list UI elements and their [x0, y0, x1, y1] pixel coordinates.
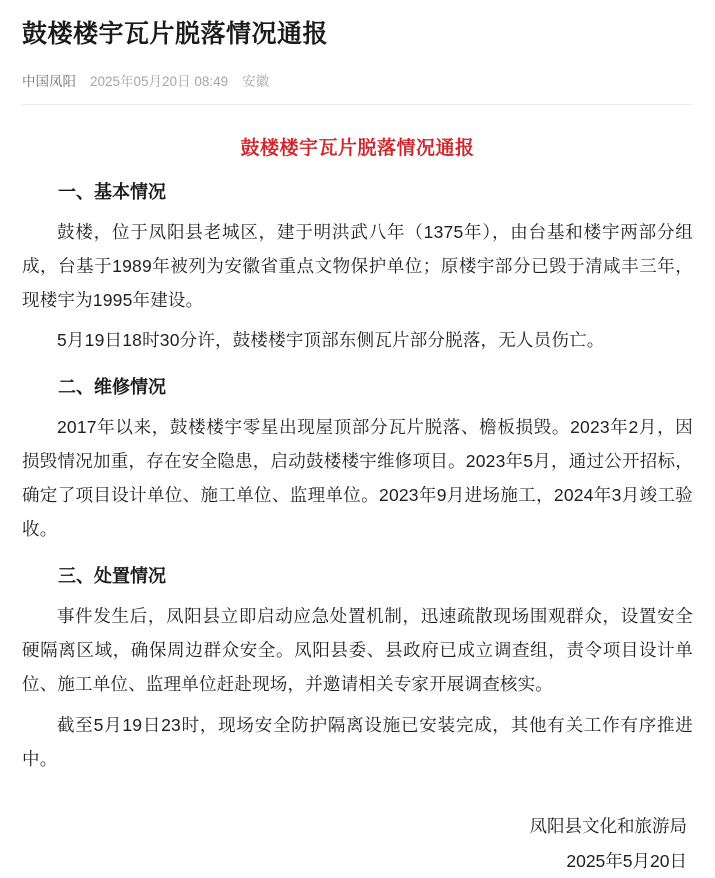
- section-paragraph: 2017年以来，鼓楼楼宇零星出现屋顶部分瓦片脱落、檐板损毁。2023年2月，因损毁情况加重，存在安全隐患，启动鼓楼楼宇维修项目。2023年5月，通过公开招标，确定了项目设计单位、施工单位、监理单位。2023年9月进场施工，2024年3月竣工验收。: [22, 416, 693, 540]
- section-paragraph: 截至5月19日23时，现场安全防护隔离设施已安装完成，其他有关工作有序推进中。: [22, 714, 693, 769]
- signature-org: 凤阳县文化和旅游局: [529, 815, 687, 836]
- section-basic: [22, 178, 693, 357]
- section-repair: [22, 373, 693, 546]
- section-paragraph: 事件发生后，凤阳县立即启动应急处置机制，迅速疏散现场围观群众，设置安全硬隔离区域，确保周边群众安全。凤阳县委、县政府已成立调查组，责令项目设计单位、施工单位、监理单位赶赴现场，并邀请相关专家开展调查核实。: [22, 606, 693, 695]
- section-heading: 二、维修情况: [58, 377, 166, 398]
- signature-block: [22, 810, 693, 878]
- section-heading: 三、处置情况: [58, 566, 166, 587]
- meta-source: 中国凤阳: [22, 73, 76, 89]
- page-title: 鼓楼楼宇瓦片脱落情况通报: [22, 20, 329, 48]
- section-paragraph: 5月19日18时30分许，鼓楼楼宇顶部东侧瓦片部分脱落，无人员伤亡。: [57, 329, 605, 350]
- meta-region: 安徽: [242, 73, 270, 89]
- signature-date: 2025年5月20日: [566, 851, 687, 872]
- document-title: 鼓楼楼宇瓦片脱落情况通报: [240, 137, 475, 159]
- meta-date: 2025年05月20日 08:49: [90, 73, 229, 89]
- article-body: [0, 133, 715, 878]
- article-header: [0, 0, 715, 105]
- section-response: [22, 562, 693, 775]
- section-paragraph: 鼓楼，位于凤阳县老城区，建于明洪武八年（1375年），由台基和楼宇两部分组成，台基于1989年被列为安徽省重点文物保护单位；原楼宇部分已毁于清咸丰三年，现楼宇为1995年建设。: [22, 221, 693, 310]
- section-heading: 一、基本情况: [58, 181, 166, 202]
- header-divider: [22, 104, 693, 105]
- article-meta: [22, 70, 693, 90]
